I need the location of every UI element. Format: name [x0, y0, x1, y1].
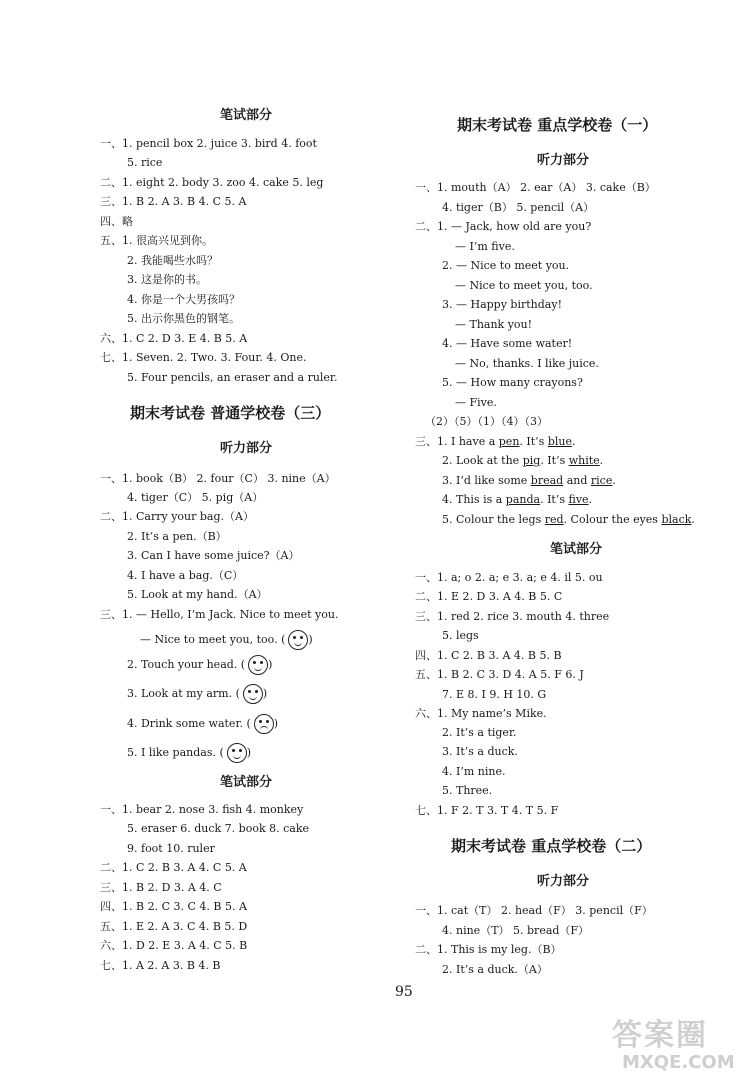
answer-text: . It’s [519, 435, 548, 448]
answer-line: — No, thanks. I like juice. [455, 357, 599, 370]
answer-text: — Nice to meet you, too. [140, 633, 278, 646]
section-heading: 听力部分 [220, 441, 273, 456]
answer-line: 3. 这是你的书。 [127, 273, 207, 286]
watermark-logo: 答案圈 MXQE.COM [612, 1018, 735, 1073]
answer-line: 7. E 8. I 9. H 10. G [442, 688, 547, 701]
underlined-word: blue [547, 435, 572, 448]
section-heading: 笔试部分 [550, 542, 603, 557]
paper-title: 期末考试卷 普通学校卷（三） [130, 404, 331, 422]
answer-line: 三、1. red 2. rice 3. mouth 4. three [415, 610, 610, 623]
underlined-word: black [661, 513, 692, 526]
paper-title: 期末考试卷 重点学校卷（二） [451, 837, 652, 855]
answer-line: 5. Four pencils, an eraser and a ruler. [127, 371, 338, 384]
underlined-word: bread [530, 474, 564, 487]
answer-text: . [612, 474, 616, 487]
answer-line [415, 435, 575, 449]
answer-line: 四、1. B 2. C 3. C 4. B 5. A [100, 900, 247, 913]
answer-text: 3. I’d like some [442, 474, 531, 487]
answer-line: 5. 出示你黑色的钢笔。 [127, 312, 240, 325]
answer-line: 2. It’s a pen.（B） [127, 530, 227, 543]
answer-text: 3. Look at my arm. [127, 687, 233, 700]
answer-line: 5. I like pandas. ( ) [127, 743, 251, 763]
answer-line: 五、1. 很高兴见到你。 [100, 234, 213, 247]
answer-line: 2. 我能喝些水吗？ [127, 254, 218, 267]
answer-line: 3. It’s a duck. [442, 745, 518, 758]
underlined-word: red [544, 513, 564, 526]
underlined-word: panda [505, 493, 541, 506]
answer-line: 5. Look at my hand.（A） [127, 588, 268, 601]
answer-line: 七、1. Seven. 2. Two. 3. Four. 4. One. [100, 351, 307, 364]
answer-line: 四、1. C 2. B 3. A 4. B 5. B [415, 649, 562, 662]
answer-line: 六、1. D 2. E 3. A 4. C 5. B [100, 939, 248, 952]
answer-line: 二、1. eight 2. body 3. zoo 4. cake 5. leg [100, 176, 324, 189]
answer-line: 5. — How many crayons? [442, 376, 583, 389]
answer-line: 一、1. mouth（A） 2. ear（A） 3. cake（B） [415, 181, 656, 194]
answer-line: 4. I have a bag.（C） [127, 569, 244, 582]
answer-line: 二、1. Carry your bag.（A） [100, 510, 254, 523]
answer-line: 3. — Happy birthday! [442, 298, 562, 311]
answer-line: （2）（5）（1）（4）（3） [425, 415, 548, 428]
answer-line: 四、略 [100, 215, 133, 228]
underlined-word: pig [522, 454, 541, 467]
answer-line: 4. I’m nine. [442, 765, 506, 778]
answer-line: 4. — Have some water! [442, 337, 573, 350]
answer-text: . [588, 493, 593, 506]
underlined-word: rice [590, 474, 613, 487]
section-heading: 听力部分 [537, 153, 590, 168]
answer-line [442, 493, 592, 507]
answer-line: 五、1. B 2. C 3. D 4. A 5. F 6. J [415, 668, 584, 681]
answer-line: 4. 你是一个大男孩吗？ [127, 293, 240, 306]
answer-line: 一、1. cat（T） 2. head（F） 3. pencil（F） [415, 904, 653, 917]
answer-line: 六、1. C 2. D 3. E 4. B 5. A [100, 332, 248, 345]
answer-text: . It’s [540, 454, 569, 467]
answer-line: 2. It’s a duck.（A） [442, 963, 548, 976]
answer-line: 三、1. B 2. D 3. A 4. C [100, 881, 222, 894]
answer-line: 六、1. My name’s Mike. [415, 707, 547, 720]
paper-title: 期末考试卷 重点学校卷（一） [457, 116, 658, 134]
underlined-word: pen [498, 435, 520, 448]
answer-text: 5. I like pandas. [127, 746, 216, 759]
answer-line [442, 513, 695, 527]
answer-line: — I’m five. [455, 240, 515, 253]
section-heading: 笔试部分 [220, 775, 273, 790]
answer-line: 5. rice [127, 156, 163, 169]
answer-text: . Colour the eyes [563, 513, 662, 526]
answer-line [442, 474, 616, 488]
underlined-word: five [568, 493, 589, 506]
smiley-face-icon [248, 655, 268, 675]
answer-line: 二、1. C 2. B 3. A 4. C 5. A [100, 861, 247, 874]
answer-text: . [691, 513, 695, 526]
answer-line: 2. — Nice to meet you. [442, 259, 570, 272]
answer-line: 一、1. a; o 2. a; e 3. a; e 4. il 5. ou [415, 571, 603, 584]
answer-text: 2. Look at the [442, 454, 523, 467]
answer-line [442, 454, 603, 468]
answer-line: 七、1. F 2. T 3. T 4. T 5. F [415, 804, 559, 817]
answer-line: 二、1. E 2. D 3. A 4. B 5. C [415, 590, 563, 603]
answer-line: 五、1. E 2. A 3. C 4. B 5. D [100, 920, 248, 933]
section-heading: 笔试部分 [220, 108, 273, 123]
answer-line: 5. Three. [442, 784, 493, 797]
answer-text: and [563, 474, 591, 487]
answer-line: 3. Look at my arm. ( ) [127, 684, 267, 704]
answer-line: 三、1. — Hello, I’m Jack. Nice to meet you. [100, 608, 339, 621]
answer-line: — Thank you! [455, 318, 533, 331]
page-number: 95 [395, 984, 413, 1000]
answer-text: 2. Touch your head. [127, 658, 238, 671]
answer-line: 二、1. This is my leg.（B） [415, 943, 562, 956]
section-heading: 听力部分 [537, 874, 590, 889]
answer-line: 4. Drink some water. ( ) [127, 714, 278, 734]
answer-line: 5. legs [442, 629, 479, 642]
answer-line: 4. tiger（B） 5. pencil（A） [442, 201, 595, 214]
answer-line: 4. tiger（C） 5. pig（A） [127, 491, 264, 504]
answer-line: 2. Touch your head. ( ) [127, 655, 272, 675]
answer-text: 三、1. I have a [415, 435, 499, 448]
answer-text: 4. This is a [442, 493, 506, 506]
underlined-word: white [568, 454, 600, 467]
smiley-face-icon [243, 684, 263, 704]
answer-text: . [571, 435, 576, 448]
answer-text: 5. Colour the legs [442, 513, 545, 526]
answer-text: . [599, 454, 604, 467]
answer-line: 一、1. pencil box 2. juice 3. bird 4. foot [100, 137, 317, 150]
answer-line: 9. foot 10. ruler [127, 842, 215, 855]
answer-line: 2. It’s a tiger. [442, 726, 517, 739]
smiley-face-icon [227, 743, 247, 763]
answer-line: — Nice to meet you, too. ( ) [140, 630, 313, 650]
answer-line: — Five. [455, 396, 497, 409]
sad-face-icon [254, 714, 274, 734]
answer-text: . It’s [540, 493, 569, 506]
answer-line: 3. Can I have some juice?（A） [127, 549, 300, 562]
answer-line: 一、1. book（B） 2. four（C） 3. nine（A） [100, 472, 336, 485]
smiley-face-icon [288, 630, 308, 650]
answer-line: 七、1. A 2. A 3. B 4. B [100, 959, 221, 972]
answer-line: 三、1. B 2. A 3. B 4. C 5. A [100, 195, 247, 208]
answer-line: 4. nine（T） 5. bread（F） [442, 924, 590, 937]
answer-line: 一、1. bear 2. nose 3. fish 4. monkey [100, 803, 304, 816]
answer-line: 二、1. — Jack, how old are you? [415, 220, 592, 233]
answer-line: — Nice to meet you, too. [455, 279, 593, 292]
answer-text: 4. Drink some water. [127, 717, 243, 730]
answer-line: 5. eraser 6. duck 7. book 8. cake [127, 822, 309, 835]
